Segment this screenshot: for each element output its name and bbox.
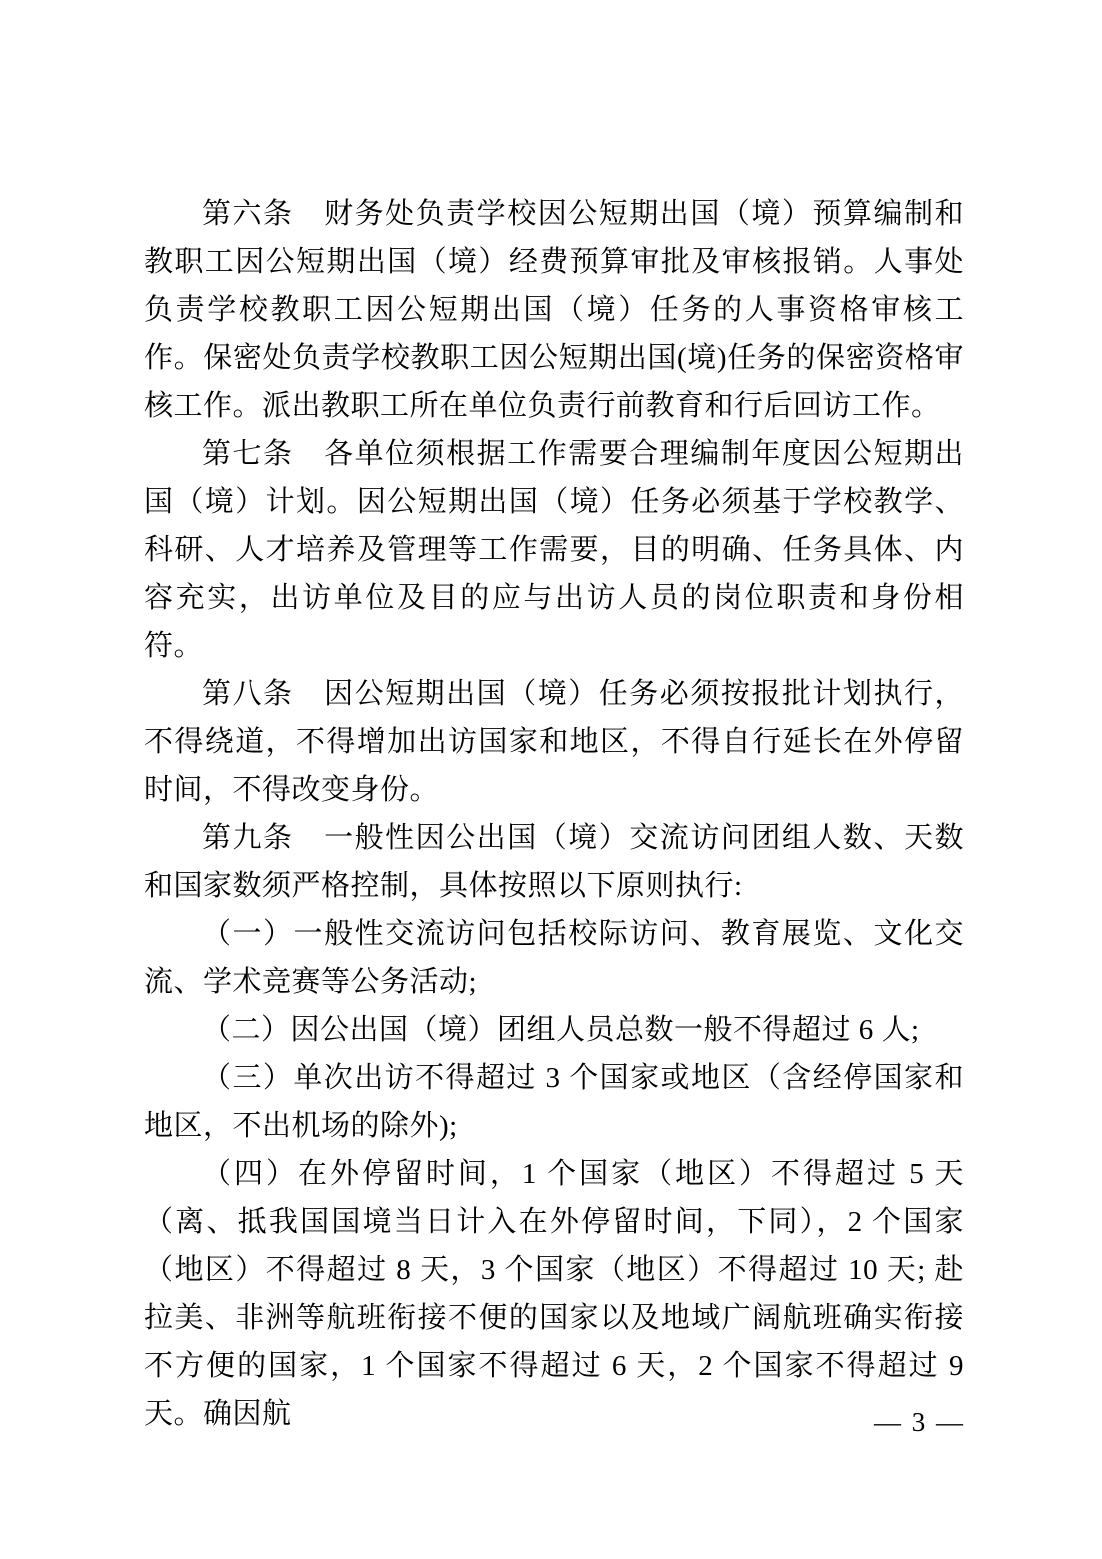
paragraph-article-9-item-1: （一）一般性交流访问包括校际访问、教育展览、文化交流、学术竞赛等公务活动; <box>144 918 964 998</box>
paragraph-article-9: 第九条 一般性因公出国（境）交流访问团组人数、天数和国家数须严格控制，具体按照以下原则执行: <box>144 822 964 902</box>
paragraph-article-6: 第六条 财务处负责学校因公短期出国（境）预算编制和教职工因公短期出国（境）经费预算审批及审核报销。人事处负责学校教职工因公短期出国（境）任务的人事资格审核工作。保密处负责学校教职工因公短期出国(境)任务的保密资格审核工作。派出教职工所在单位负责行前教育和行后回访工作。 <box>144 198 964 422</box>
page-number: — 3 — <box>874 1407 965 1437</box>
document-body <box>144 190 964 1438</box>
paragraph-article-7: 第七条 各单位须根据工作需要合理编制年度因公短期出国（境）计划。因公短期出国（境）任务必须基于学校教学、科研、人才培养及管理等工作需要，目的明确、任务具体、内容充实，出访单位及目的应与出访人员的岗位职责和身份相符。 <box>144 438 964 662</box>
paragraph-article-9-item-4: （四）在外停留时间，1 个国家（地区）不得超过 5 天（离、抵我国国境当日计入在外停留时间，下同），2 个国家（地区）不得超过 8 天，3 个国家（地区）不得超过 10 天; 赴拉美、非洲等航班衔接不便的国家以及地域广阔航班确实衔接不方便的国家，1 个国家不得超过 6 天，2 个国家不得超过 9 天。确因航 <box>144 1158 964 1430</box>
paragraph-article-9-item-2: （二）因公出国（境）团组人员总数一般不得超过 6 人; <box>202 1014 920 1046</box>
paragraph-article-8: 第八条 因公短期出国（境）任务必须按报批计划执行，不得绕道，不得增加出访国家和地区，不得自行延长在外停留时间，不得改变身份。 <box>144 678 964 806</box>
paragraph-article-9-item-3: （三）单次出访不得超过 3 个国家或地区（含经停国家和地区，不出机场的除外); <box>144 1062 964 1142</box>
